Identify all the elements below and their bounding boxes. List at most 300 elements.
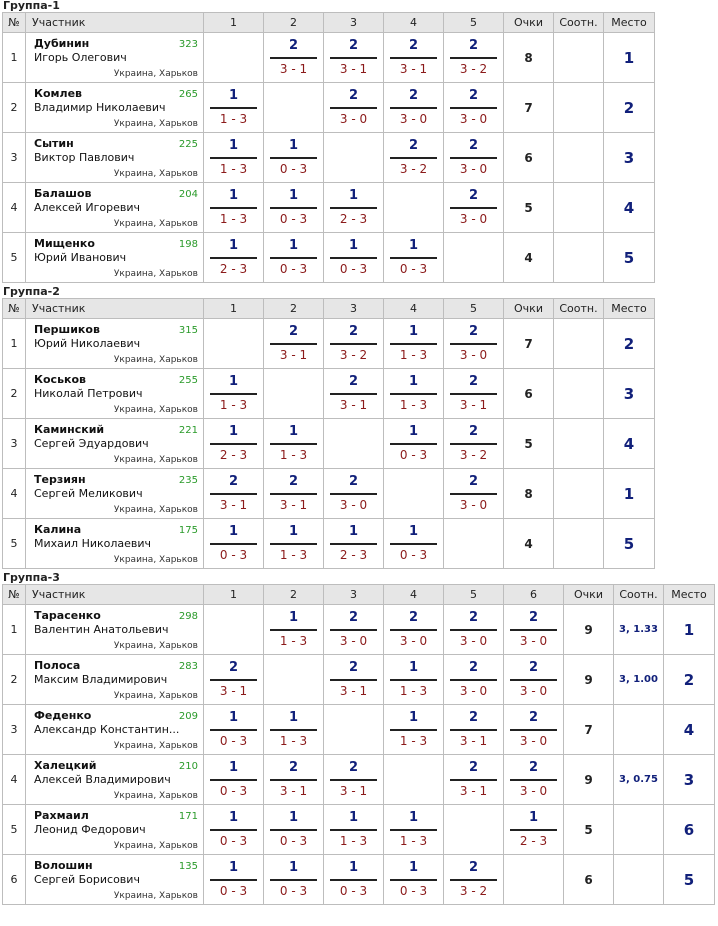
match-points: 1 bbox=[288, 610, 299, 625]
group-table bbox=[2, 584, 715, 905]
score-divider bbox=[330, 779, 377, 781]
match-score: 3 - 0 bbox=[459, 498, 488, 512]
player-rating: 323 bbox=[178, 39, 198, 50]
player-rating: 198 bbox=[178, 239, 198, 250]
participant-cell[interactable] bbox=[26, 183, 204, 233]
match-score: 1 - 3 bbox=[219, 398, 248, 412]
player-first-name: Сергей Меликович bbox=[34, 487, 143, 500]
score-divider bbox=[450, 879, 497, 881]
score-divider bbox=[450, 493, 497, 495]
match-result bbox=[204, 805, 263, 854]
player-last-name[interactable]: Полоса bbox=[34, 659, 81, 672]
match-result bbox=[324, 519, 383, 568]
match-cell bbox=[444, 183, 504, 233]
match-score: 3 - 0 bbox=[459, 112, 488, 126]
player-rating: 255 bbox=[178, 375, 198, 386]
match-points: 2 bbox=[288, 324, 299, 339]
player-last-name[interactable]: Калина bbox=[34, 523, 82, 536]
player-last-name[interactable]: Першиков bbox=[34, 323, 100, 336]
participant-cell[interactable] bbox=[26, 655, 204, 705]
match-cell bbox=[264, 183, 324, 233]
match-cell bbox=[264, 419, 324, 469]
match-score: 3 - 0 bbox=[519, 634, 548, 648]
row-number: 3 bbox=[3, 133, 26, 183]
place-cell: 5 bbox=[664, 855, 715, 905]
match-score: 1 - 3 bbox=[219, 112, 248, 126]
score-divider bbox=[210, 543, 257, 545]
col-header-points: Очки bbox=[504, 299, 554, 319]
match-score: 3 - 1 bbox=[339, 784, 368, 798]
match-points: 2 bbox=[468, 374, 479, 389]
ratio-cell bbox=[614, 855, 664, 905]
score-divider bbox=[330, 393, 377, 395]
col-header-opponent: 2 bbox=[264, 299, 324, 319]
points-cell: 8 bbox=[504, 469, 554, 519]
match-result bbox=[324, 805, 383, 854]
match-points: 1 bbox=[528, 810, 539, 825]
match-result bbox=[204, 855, 263, 904]
match-score: 0 - 3 bbox=[279, 162, 308, 176]
match-score: 3 - 2 bbox=[339, 348, 368, 362]
player-rating: 175 bbox=[178, 525, 198, 536]
match-score: 3 - 0 bbox=[399, 112, 428, 126]
match-result bbox=[264, 319, 323, 368]
match-points: 1 bbox=[408, 810, 419, 825]
match-cell bbox=[264, 33, 324, 83]
player-last-name[interactable]: Комлев bbox=[34, 87, 83, 100]
match-cell bbox=[384, 605, 444, 655]
match-cell bbox=[384, 33, 444, 83]
match-points: 1 bbox=[288, 238, 299, 253]
player-row bbox=[3, 233, 655, 283]
player-first-name: Алексей Игоревич bbox=[34, 201, 141, 214]
match-result bbox=[264, 469, 323, 518]
match-result bbox=[204, 369, 263, 418]
match-result bbox=[264, 855, 323, 904]
match-points: 2 bbox=[528, 710, 539, 725]
score-divider bbox=[390, 157, 437, 159]
place-cell: 6 bbox=[664, 805, 715, 855]
points-cell: 5 bbox=[504, 183, 554, 233]
match-score: 1 - 3 bbox=[399, 684, 428, 698]
match-result bbox=[204, 655, 263, 704]
row-number: 5 bbox=[3, 233, 26, 283]
match-score: 1 - 3 bbox=[279, 548, 308, 562]
player-city: Украина, Харьков bbox=[113, 641, 198, 651]
player-rating: 283 bbox=[178, 661, 198, 672]
match-cell bbox=[204, 469, 264, 519]
place-cell: 3 bbox=[664, 755, 715, 805]
score-divider bbox=[330, 829, 377, 831]
player-rating: 171 bbox=[178, 811, 198, 822]
match-cell bbox=[324, 755, 384, 805]
col-header-ratio: Соотн. bbox=[554, 299, 604, 319]
row-number: 3 bbox=[3, 419, 26, 469]
match-score: 1 - 3 bbox=[279, 634, 308, 648]
match-cell bbox=[264, 805, 324, 855]
score-divider bbox=[330, 629, 377, 631]
player-city: Украина, Харьков bbox=[113, 455, 198, 465]
col-header-opponent: 1 bbox=[204, 13, 264, 33]
match-points: 1 bbox=[288, 424, 299, 439]
match-result bbox=[504, 705, 563, 754]
match-points: 2 bbox=[288, 760, 299, 775]
score-divider bbox=[450, 107, 497, 109]
ratio-cell bbox=[614, 805, 664, 855]
player-last-name[interactable]: Коськов bbox=[34, 373, 87, 386]
match-score: 3 - 2 bbox=[459, 884, 488, 898]
match-result bbox=[204, 419, 263, 468]
match-score: 3 - 2 bbox=[399, 162, 428, 176]
match-result bbox=[204, 233, 263, 282]
player-city: Украина, Харьков bbox=[113, 891, 198, 901]
match-score: 3 - 1 bbox=[339, 684, 368, 698]
match-result bbox=[384, 83, 443, 132]
match-result bbox=[264, 33, 323, 82]
match-cell bbox=[444, 855, 504, 905]
player-last-name[interactable]: Каминский bbox=[34, 423, 105, 436]
player-row bbox=[3, 33, 655, 83]
match-score: 3 - 0 bbox=[459, 684, 488, 698]
match-points: 2 bbox=[468, 660, 479, 675]
match-score: 0 - 3 bbox=[279, 834, 308, 848]
match-points: 2 bbox=[468, 710, 479, 725]
match-points: 1 bbox=[228, 238, 239, 253]
player-rating: 265 bbox=[178, 89, 198, 100]
self-match-cell bbox=[384, 183, 444, 233]
match-cell bbox=[504, 605, 564, 655]
player-first-name: Юрий Иванович bbox=[34, 251, 127, 264]
player-first-name: Виктор Павлович bbox=[34, 151, 135, 164]
player-rating: 225 bbox=[178, 139, 198, 150]
score-divider bbox=[510, 679, 557, 681]
score-divider bbox=[450, 157, 497, 159]
match-score: 3 - 2 bbox=[459, 448, 488, 462]
self-match-cell bbox=[444, 519, 504, 569]
match-cell bbox=[444, 469, 504, 519]
player-city: Украина, Харьков bbox=[113, 219, 198, 229]
match-points: 2 bbox=[528, 760, 539, 775]
points-cell: 4 bbox=[504, 233, 554, 283]
match-score: 1 - 3 bbox=[399, 734, 428, 748]
player-last-name[interactable]: Балашов bbox=[34, 187, 92, 200]
match-cell bbox=[204, 83, 264, 133]
group-table bbox=[2, 298, 655, 569]
ratio-cell bbox=[554, 183, 604, 233]
ratio-cell bbox=[554, 369, 604, 419]
score-divider bbox=[210, 207, 257, 209]
match-points: 2 bbox=[228, 474, 239, 489]
match-points: 2 bbox=[528, 610, 539, 625]
match-points: 2 bbox=[468, 474, 479, 489]
score-divider bbox=[270, 493, 317, 495]
score-divider bbox=[450, 207, 497, 209]
match-cell bbox=[324, 469, 384, 519]
player-city: Украина, Харьков bbox=[113, 691, 198, 701]
match-score: 2 - 3 bbox=[339, 212, 368, 226]
match-points: 1 bbox=[348, 860, 359, 875]
match-result bbox=[444, 83, 503, 132]
ratio-cell: 3, 1.33 bbox=[614, 605, 664, 655]
match-cell bbox=[444, 419, 504, 469]
score-divider bbox=[390, 629, 437, 631]
match-result bbox=[264, 805, 323, 854]
place-cell: 3 bbox=[604, 133, 655, 183]
player-last-name[interactable]: Терзиян bbox=[34, 473, 86, 486]
match-points: 1 bbox=[408, 710, 419, 725]
col-header-opponent: 1 bbox=[204, 585, 264, 605]
player-rating: 315 bbox=[178, 325, 198, 336]
match-cell bbox=[504, 755, 564, 805]
match-result bbox=[324, 319, 383, 368]
match-points: 2 bbox=[348, 660, 359, 675]
match-score: 1 - 3 bbox=[399, 834, 428, 848]
player-city: Украина, Харьков bbox=[113, 69, 198, 79]
match-result bbox=[384, 369, 443, 418]
match-points: 2 bbox=[348, 374, 359, 389]
match-score: 3 - 1 bbox=[339, 398, 368, 412]
match-result bbox=[324, 855, 383, 904]
self-match-cell bbox=[444, 805, 504, 855]
ratio-cell bbox=[554, 233, 604, 283]
match-score: 1 - 3 bbox=[279, 734, 308, 748]
participant-cell[interactable] bbox=[26, 83, 204, 133]
match-cell bbox=[204, 705, 264, 755]
score-divider bbox=[390, 679, 437, 681]
match-cell bbox=[444, 755, 504, 805]
match-points: 2 bbox=[348, 324, 359, 339]
match-points: 1 bbox=[288, 810, 299, 825]
player-row bbox=[3, 419, 655, 469]
self-match-cell bbox=[324, 133, 384, 183]
player-first-name: Игорь Олегович bbox=[34, 51, 127, 64]
match-cell bbox=[384, 419, 444, 469]
match-points: 1 bbox=[408, 424, 419, 439]
match-score: 3 - 0 bbox=[339, 498, 368, 512]
player-row bbox=[3, 855, 715, 905]
match-cell bbox=[264, 605, 324, 655]
score-divider bbox=[390, 729, 437, 731]
place-cell: 5 bbox=[604, 519, 655, 569]
match-points: 1 bbox=[408, 374, 419, 389]
player-row bbox=[3, 83, 655, 133]
participant-cell[interactable] bbox=[26, 419, 204, 469]
player-last-name[interactable]: Волошин bbox=[34, 859, 93, 872]
participant-cell[interactable] bbox=[26, 805, 204, 855]
ratio-cell: 3, 0.75 bbox=[614, 755, 664, 805]
match-points: 2 bbox=[468, 138, 479, 153]
match-cell bbox=[444, 655, 504, 705]
player-first-name: Валентин Анатольевич bbox=[34, 623, 169, 636]
participant-cell[interactable] bbox=[26, 605, 204, 655]
score-divider bbox=[330, 57, 377, 59]
self-match-cell bbox=[204, 33, 264, 83]
match-result bbox=[384, 855, 443, 904]
participant-cell[interactable] bbox=[26, 469, 204, 519]
match-cell bbox=[204, 855, 264, 905]
col-header-ratio: Соотн. bbox=[554, 13, 604, 33]
col-header-opponent: 1 bbox=[204, 299, 264, 319]
match-points: 1 bbox=[408, 238, 419, 253]
score-divider bbox=[330, 343, 377, 345]
score-divider bbox=[390, 879, 437, 881]
player-last-name[interactable]: Мищенко bbox=[34, 237, 95, 250]
score-divider bbox=[270, 729, 317, 731]
match-score: 3 - 0 bbox=[459, 634, 488, 648]
match-points: 1 bbox=[228, 810, 239, 825]
score-divider bbox=[270, 343, 317, 345]
match-result bbox=[384, 319, 443, 368]
row-number: 2 bbox=[3, 83, 26, 133]
match-result bbox=[444, 655, 503, 704]
match-score: 2 - 3 bbox=[219, 262, 248, 276]
match-result bbox=[384, 705, 443, 754]
match-points: 2 bbox=[408, 610, 419, 625]
match-cell bbox=[324, 855, 384, 905]
participant-cell[interactable] bbox=[26, 519, 204, 569]
match-score: 3 - 1 bbox=[219, 498, 248, 512]
participant-cell[interactable] bbox=[26, 369, 204, 419]
participant-cell[interactable] bbox=[26, 233, 204, 283]
match-result bbox=[444, 705, 503, 754]
match-score: 3 - 0 bbox=[519, 734, 548, 748]
place-cell: 2 bbox=[604, 319, 655, 369]
score-divider bbox=[270, 629, 317, 631]
match-score: 3 - 1 bbox=[279, 348, 308, 362]
match-score: 0 - 3 bbox=[339, 884, 368, 898]
match-result bbox=[444, 419, 503, 468]
col-header-opponent: 3 bbox=[324, 299, 384, 319]
match-cell bbox=[264, 133, 324, 183]
match-cell bbox=[324, 519, 384, 569]
col-header-opponent: 2 bbox=[264, 585, 324, 605]
points-cell: 7 bbox=[564, 705, 614, 755]
match-result bbox=[324, 469, 383, 518]
match-points: 1 bbox=[348, 188, 359, 203]
self-match-cell bbox=[264, 655, 324, 705]
place-cell: 3 bbox=[604, 369, 655, 419]
row-number: 4 bbox=[3, 469, 26, 519]
match-result bbox=[264, 605, 323, 654]
match-result bbox=[264, 755, 323, 804]
participant-cell[interactable] bbox=[26, 705, 204, 755]
score-divider bbox=[450, 393, 497, 395]
row-number: 1 bbox=[3, 605, 26, 655]
match-cell bbox=[504, 805, 564, 855]
match-result bbox=[444, 755, 503, 804]
self-match-cell bbox=[204, 319, 264, 369]
score-divider bbox=[510, 779, 557, 781]
match-result bbox=[384, 605, 443, 654]
place-cell: 1 bbox=[664, 605, 715, 655]
row-number: 6 bbox=[3, 855, 26, 905]
match-cell bbox=[264, 855, 324, 905]
match-result bbox=[384, 133, 443, 182]
participant-cell[interactable] bbox=[26, 855, 204, 905]
match-cell bbox=[504, 655, 564, 705]
match-result bbox=[504, 605, 563, 654]
row-number: 5 bbox=[3, 805, 26, 855]
header-row bbox=[3, 585, 715, 605]
player-rating: 135 bbox=[178, 861, 198, 872]
match-points: 1 bbox=[228, 424, 239, 439]
player-last-name[interactable]: Сытин bbox=[34, 137, 74, 150]
score-divider bbox=[330, 493, 377, 495]
match-cell bbox=[384, 855, 444, 905]
player-last-name[interactable]: Дубинин bbox=[34, 37, 90, 50]
match-score: 3 - 1 bbox=[219, 684, 248, 698]
player-city: Украина, Харьков bbox=[113, 269, 198, 279]
match-cell bbox=[324, 805, 384, 855]
match-points: 1 bbox=[228, 188, 239, 203]
match-points: 1 bbox=[348, 810, 359, 825]
match-result bbox=[264, 519, 323, 568]
player-rating: 204 bbox=[178, 189, 198, 200]
place-cell: 2 bbox=[604, 83, 655, 133]
score-divider bbox=[330, 207, 377, 209]
match-cell bbox=[204, 233, 264, 283]
match-score: 3 - 1 bbox=[399, 62, 428, 76]
match-points: 2 bbox=[528, 660, 539, 675]
match-score: 3 - 1 bbox=[459, 784, 488, 798]
score-divider bbox=[390, 443, 437, 445]
player-last-name[interactable]: Рахмаил bbox=[34, 809, 89, 822]
match-points: 1 bbox=[228, 374, 239, 389]
match-points: 2 bbox=[288, 38, 299, 53]
player-row bbox=[3, 519, 655, 569]
match-score: 0 - 3 bbox=[399, 548, 428, 562]
participant-cell[interactable] bbox=[26, 33, 204, 83]
participant-cell[interactable] bbox=[26, 755, 204, 805]
self-match-cell bbox=[204, 605, 264, 655]
score-divider bbox=[330, 879, 377, 881]
player-last-name[interactable]: Феденко bbox=[34, 709, 92, 722]
points-cell: 9 bbox=[564, 605, 614, 655]
ratio-cell bbox=[554, 33, 604, 83]
match-points: 1 bbox=[348, 524, 359, 539]
match-cell bbox=[204, 419, 264, 469]
col-header-opponent: 5 bbox=[444, 13, 504, 33]
match-points: 2 bbox=[468, 324, 479, 339]
match-result bbox=[324, 33, 383, 82]
player-first-name: Леонид Федорович bbox=[34, 823, 146, 836]
player-city: Украина, Харьков bbox=[113, 791, 198, 801]
player-last-name[interactable]: Тарасенко bbox=[34, 609, 101, 622]
match-result bbox=[444, 469, 503, 518]
place-cell: 1 bbox=[604, 469, 655, 519]
participant-cell[interactable] bbox=[26, 319, 204, 369]
match-score: 3 - 1 bbox=[459, 398, 488, 412]
score-divider bbox=[270, 543, 317, 545]
match-result bbox=[264, 705, 323, 754]
row-number: 2 bbox=[3, 369, 26, 419]
self-match-cell bbox=[264, 83, 324, 133]
match-result bbox=[384, 655, 443, 704]
self-match-cell bbox=[384, 755, 444, 805]
participant-cell[interactable] bbox=[26, 133, 204, 183]
self-match-cell bbox=[264, 369, 324, 419]
player-last-name[interactable]: Халецкий bbox=[34, 759, 97, 772]
points-cell: 9 bbox=[564, 755, 614, 805]
score-divider bbox=[210, 829, 257, 831]
match-points: 2 bbox=[348, 760, 359, 775]
match-points: 1 bbox=[408, 660, 419, 675]
match-cell bbox=[504, 705, 564, 755]
match-result bbox=[444, 369, 503, 418]
match-result bbox=[204, 133, 263, 182]
match-result bbox=[264, 419, 323, 468]
col-header-opponent: 4 bbox=[384, 13, 444, 33]
